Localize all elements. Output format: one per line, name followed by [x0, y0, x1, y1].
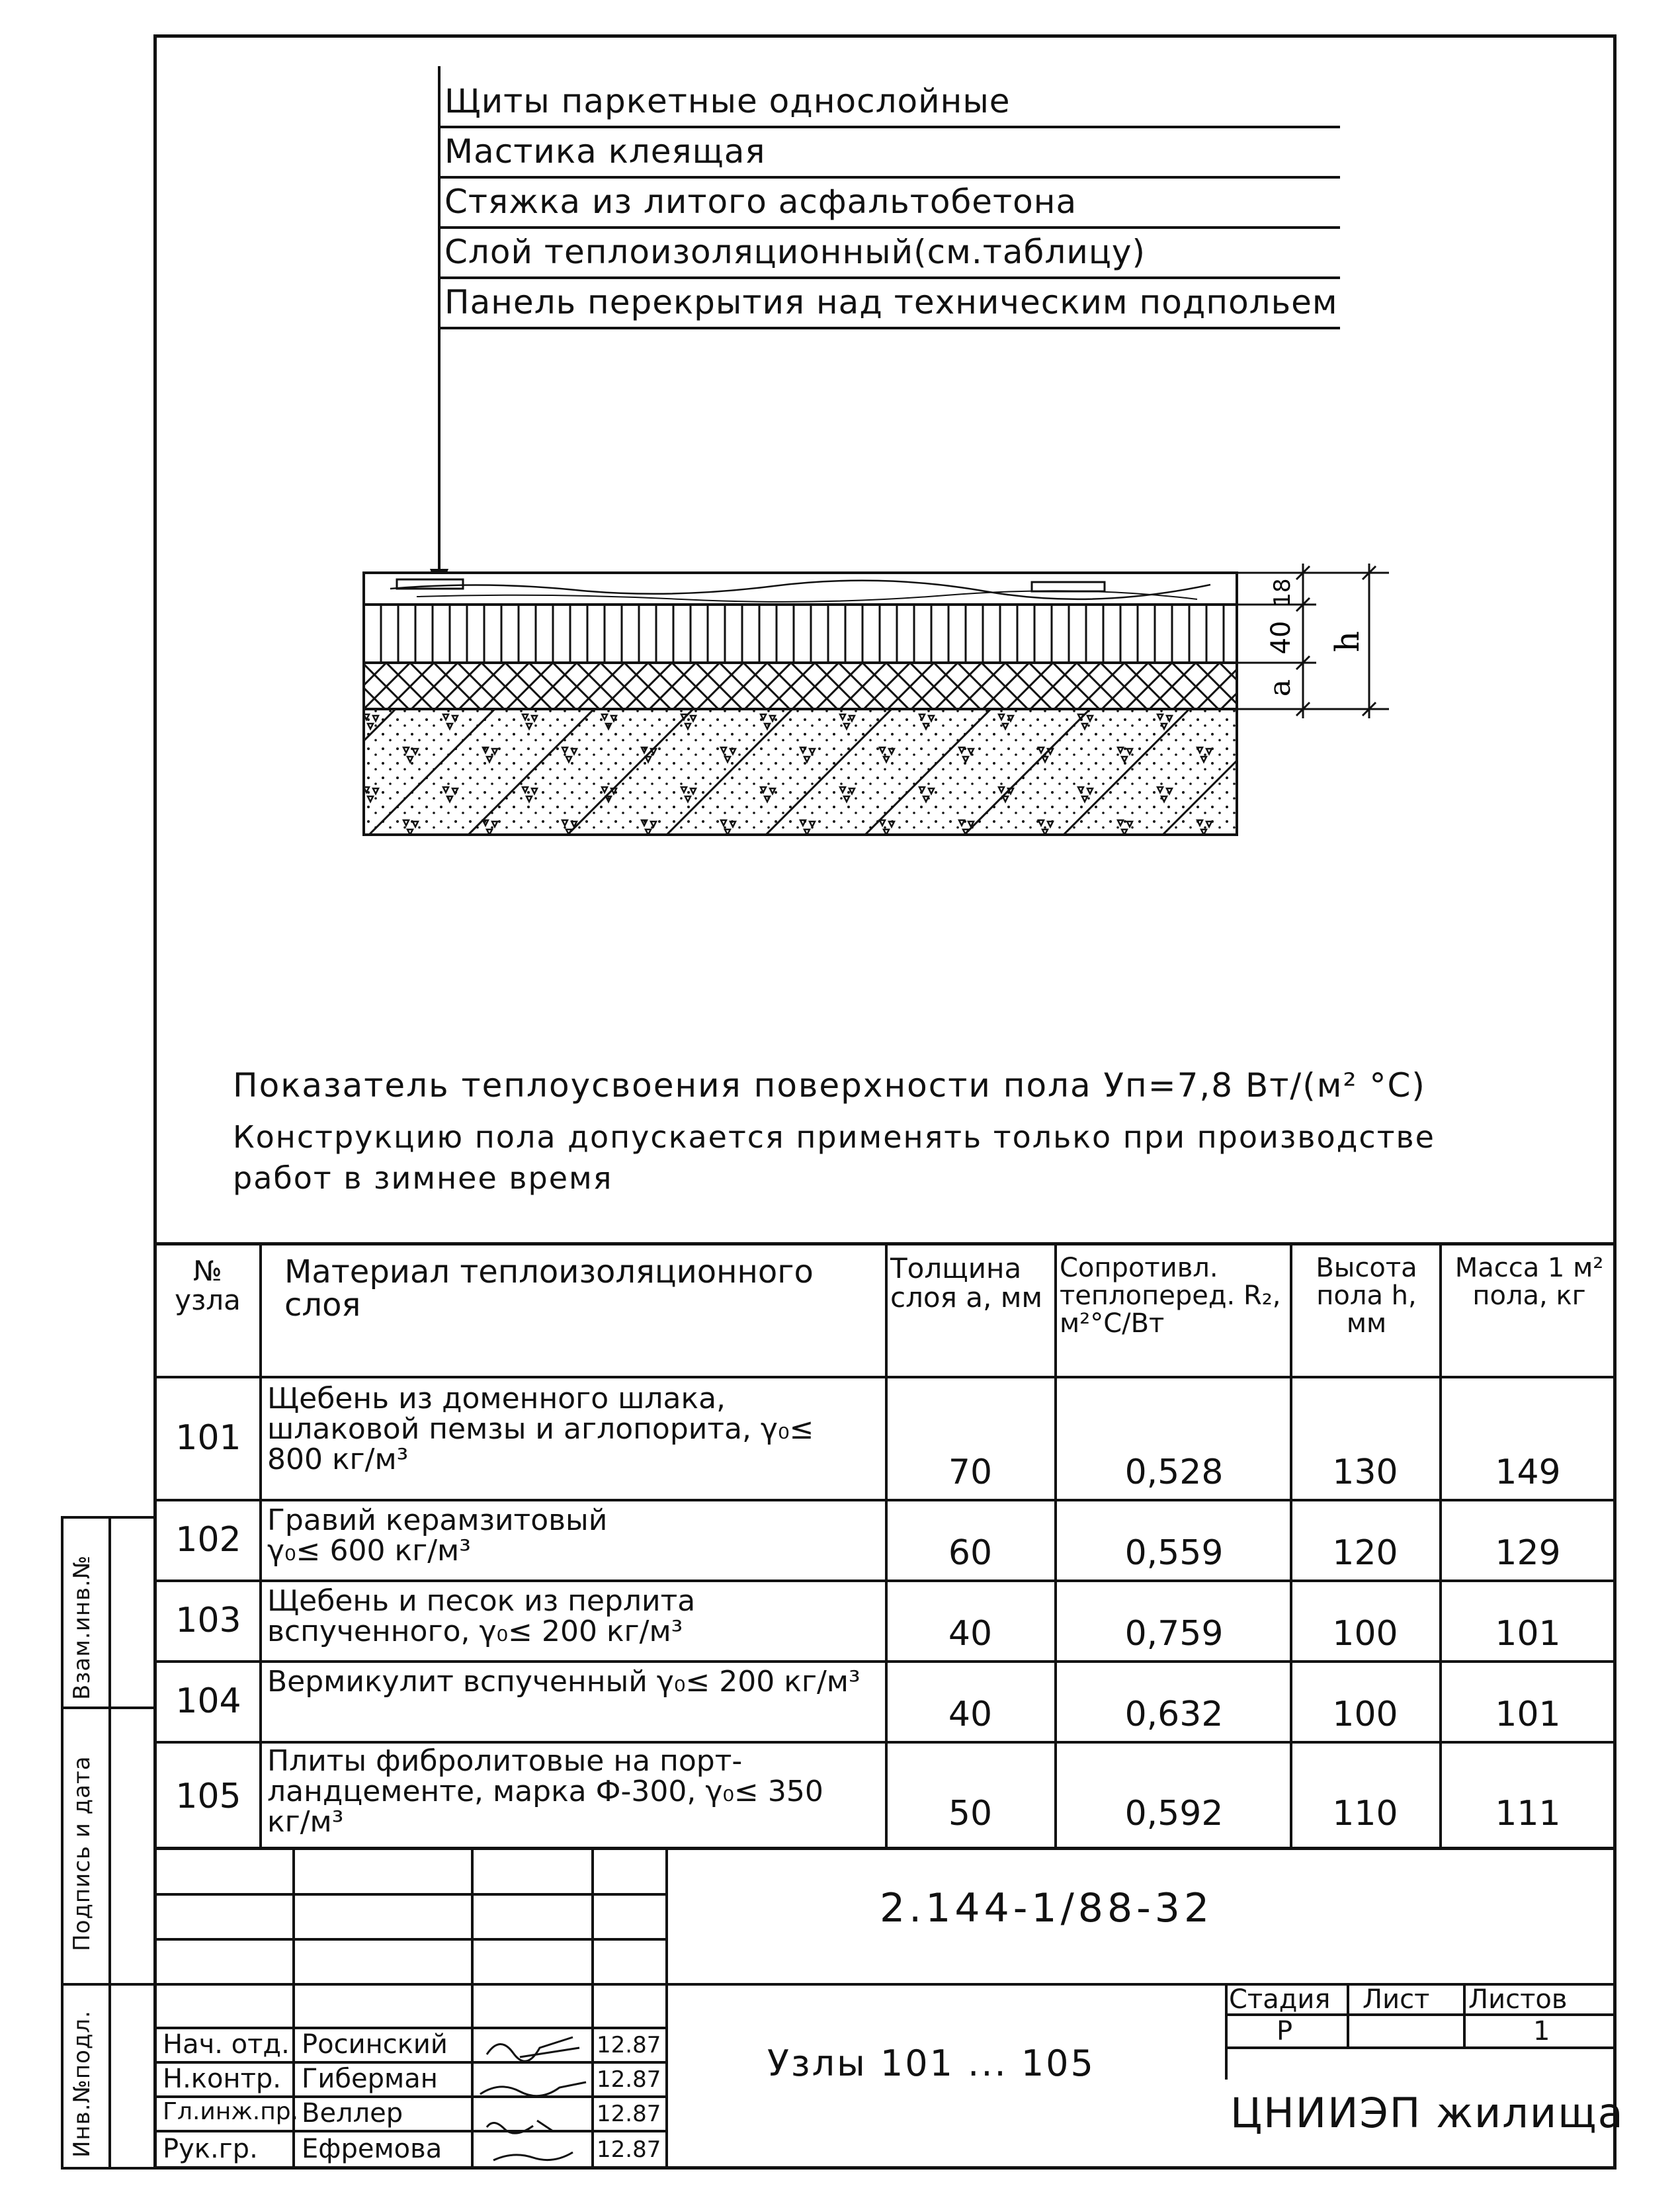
table-cell-thickness: 40	[948, 1695, 993, 1734]
signer-role: Рук.гр.	[163, 2134, 258, 2164]
side-strip-mid	[108, 1516, 111, 2170]
signer-role: Нач. отд.	[163, 2029, 290, 2060]
sheet-label: Лист	[1363, 1984, 1430, 2015]
layer-underline-4	[438, 276, 1340, 279]
layer-label-1: Щиты паркетные однослойные	[444, 82, 1011, 120]
table-cell-height: 100	[1332, 1695, 1398, 1734]
layer-underline-5	[438, 327, 1340, 329]
dim-40: 40	[1266, 620, 1296, 655]
organization: ЦНИИЭП жилища	[1230, 2089, 1624, 2137]
side-stamp-replacement: Взам.инв.№	[69, 1554, 95, 1700]
side-strip-bottom	[61, 2167, 153, 2170]
table-cell-material: Щебень и песок из перлита вспученного, γ₀≤ 200 кг/м³	[267, 1584, 696, 1649]
table-cell-height: 120	[1332, 1533, 1398, 1573]
floor-section-drawing	[351, 556, 1409, 853]
signer-name: Гиберман	[302, 2064, 438, 2094]
header-thickness: Толщина слоя а, мм	[890, 1252, 1043, 1314]
drawing-title: Узлы 101 ... 105	[767, 2043, 1095, 2084]
note-line-3: работ в зимнее время	[233, 1160, 613, 1196]
table-cell-no: 105	[175, 1777, 241, 1816]
signer-date: 12.87	[597, 2066, 661, 2093]
header-mass: Масса 1 м² пола, кг	[1454, 1253, 1604, 1311]
layer-label-3: Стяжка из литого асфальтобетона	[444, 183, 1077, 221]
layer-label-5: Панель перекрытия над техническим подпольем	[444, 283, 1338, 321]
dim-a: a	[1263, 679, 1297, 697]
tb-row-2	[153, 1938, 667, 1941]
signer-date: 12.87	[597, 2101, 661, 2127]
table-cell-material: Щебень из доменного шлака, шлаковой пемзы и аглопорита, γ₀≤ 800 кг/м³	[267, 1382, 814, 1477]
table-cell-mass: 101	[1495, 1614, 1561, 1654]
dim-h: h	[1328, 630, 1366, 653]
signer-role: Н.контр.	[163, 2064, 281, 2094]
table-cell-resistance: 0,592	[1124, 1794, 1224, 1834]
table-cell-thickness: 40	[948, 1614, 993, 1654]
signer-name: Росинский	[302, 2029, 448, 2060]
header-no: № узла	[175, 1255, 241, 1317]
layer-underline-3	[438, 226, 1340, 229]
table-cell-thickness: 50	[948, 1794, 993, 1834]
layer-label-2: Мастика клеящая	[444, 132, 766, 171]
sheets-label: Листов	[1468, 1984, 1568, 2015]
side-stamp-signature: Подпись и дата	[69, 1755, 95, 1951]
layer-underline-1	[438, 126, 1340, 128]
sheets-value: 1	[1533, 2016, 1550, 2046]
col-line-3	[1054, 1242, 1057, 1847]
table-cell-mass: 129	[1495, 1533, 1561, 1573]
table-cell-height: 130	[1332, 1453, 1398, 1492]
side-strip-div1	[61, 1707, 153, 1709]
note-line-1: Показатель теплоусвоения поверхности пола Уп=7,8 Вт/(м² °С)	[233, 1066, 1426, 1105]
header-resistance: Сопротивл. теплоперед. R₂, м²°С/Вт	[1060, 1253, 1281, 1339]
drawing-code: 2.144-1/88-32	[880, 1885, 1214, 1931]
side-strip-left	[61, 1516, 63, 2170]
header-height: Высота пола h, мм	[1316, 1253, 1417, 1339]
table-cell-material: Вермикулит вспученный γ₀≤ 200 кг/м³	[267, 1665, 861, 1699]
table-cell-material: Плиты фибролитовые на порт-ландцементе, марка Ф-300, γ₀≤ 350 кг/м³	[267, 1744, 823, 1839]
table-cell-no: 103	[175, 1601, 241, 1640]
stage-label: Стадия	[1229, 1984, 1331, 2015]
side-stamp-inventory: Инв.№подл.	[69, 2010, 95, 2158]
header-material: Материал теплоизоляционного слоя	[284, 1253, 814, 1324]
signer-date: 12.87	[597, 2032, 661, 2058]
table-cell-height: 100	[1332, 1614, 1398, 1654]
note-line-2: Конструкцию пола допускается применять только при производстве	[233, 1119, 1435, 1155]
table-bottom	[153, 1847, 1617, 1850]
table-cell-no: 101	[175, 1418, 241, 1458]
signer-name: Ефремова	[302, 2134, 442, 2164]
layer-label-4: Слой теплоизоляционный(см.таблицу)	[444, 233, 1146, 271]
table-cell-mass: 101	[1495, 1695, 1561, 1734]
table-cell-resistance: 0,528	[1124, 1453, 1224, 1492]
table-cell-no: 104	[175, 1681, 241, 1721]
signer-name: Веллер	[302, 2098, 403, 2129]
table-cell-resistance: 0,759	[1124, 1614, 1224, 1654]
table-cell-thickness: 70	[948, 1453, 993, 1492]
signer-date: 12.87	[597, 2136, 661, 2163]
side-strip-div2	[61, 1983, 153, 1986]
table-cell-resistance: 0,632	[1124, 1695, 1224, 1734]
side-strip-top	[61, 1516, 153, 1519]
table-cell-mass: 149	[1495, 1453, 1561, 1492]
table-cell-resistance: 0,559	[1124, 1533, 1224, 1573]
table-cell-no: 102	[175, 1520, 241, 1560]
dim-18: 18	[1269, 578, 1296, 607]
tb-stage-row2	[1225, 2046, 1617, 2049]
table-cell-mass: 111	[1495, 1794, 1561, 1834]
table-cell-height: 110	[1332, 1794, 1398, 1834]
tb-row-1	[153, 1893, 667, 1896]
signer-role: Гл.инж.пр.	[163, 2098, 299, 2125]
col-line-1	[259, 1242, 262, 1847]
table-cell-thickness: 60	[948, 1533, 993, 1573]
signature-marks	[474, 2028, 590, 2167]
layer-underline-2	[438, 176, 1340, 179]
tb-stage-left	[1225, 1983, 1228, 2080]
stage-value: Р	[1277, 2016, 1293, 2046]
table-cell-material: Гравий керамзитовый γ₀≤ 600 кг/м³	[267, 1503, 608, 1568]
